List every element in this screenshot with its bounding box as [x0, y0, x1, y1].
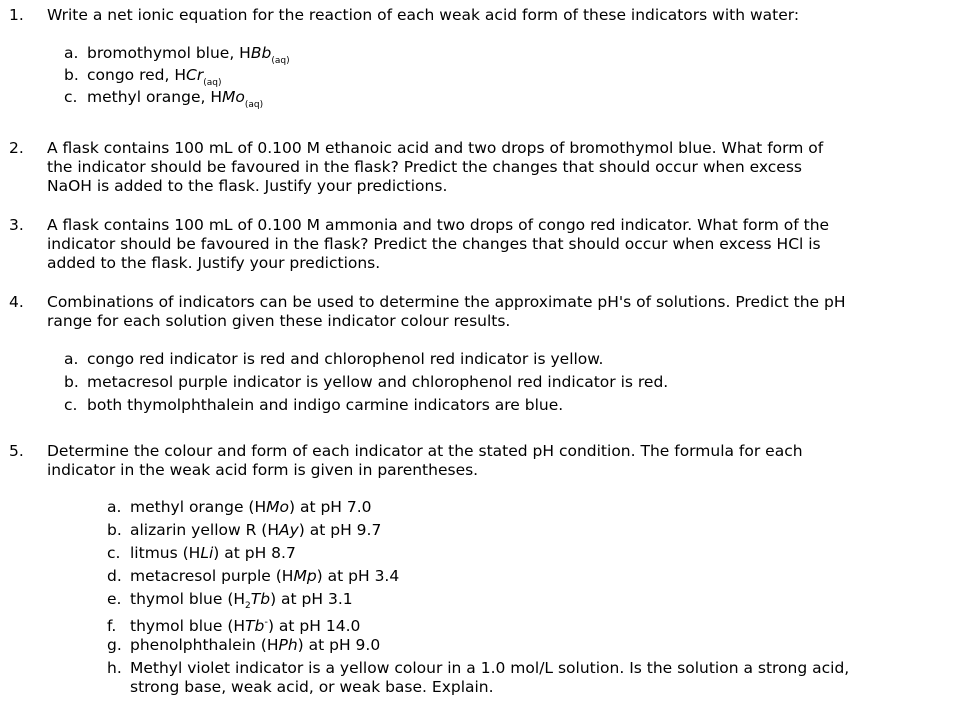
question-number: 5.: [9, 442, 24, 460]
q5-item-e: e. thymol blue $(H_2Tb)$ at pH 3.1: [107, 590, 353, 611]
q5-item-g: g. phenolphthalein (HPh) at pH 9.0: [107, 636, 381, 654]
question-number: 3.: [9, 216, 24, 234]
q5-item-f: f. thymol blue (HTb-) at pH 14.0: [107, 617, 361, 636]
question-number: 2.: [9, 139, 24, 157]
q4-item-c: c. both thymolphthalein and indigo carmine indicators are blue.: [64, 396, 564, 414]
question-text: Write a net ionic equation for the reaction of each weak acid form of these indicators with water:: [47, 6, 800, 24]
q1-item-a: a. bromothymol blue, HBb$_{(aq)}$: [64, 44, 290, 66]
q1-item-b: b. congo red, HCr$_{(aq)}$: [64, 66, 222, 88]
question-number: 4.: [9, 293, 24, 311]
q5-item-a: a. methyl orange (HMo) at pH 7.0: [107, 498, 372, 516]
question-number: 1.: [9, 6, 24, 24]
q5-item-h: h. Methyl violet indicator is a yellow colour in a 1.0 mol/L solution. Is the solution a strong acid, strong base, weak acid, or weak base. Explain.: [107, 659, 850, 696]
q5-item-d: d. metacresol purple (HMp) at pH 3.4: [107, 567, 400, 585]
q5-item-c: c. litmus (HLi) at pH 8.7: [107, 544, 296, 562]
q4-item-a: a. congo red indicator is red and chlorophenol red indicator is yellow.: [64, 350, 604, 368]
q1-item-c: c. methyl orange, HMo$_{(aq)}$: [64, 88, 264, 110]
q4-item-b: b. metacresol purple indicator is yellow and chlorophenol red indicator is red.: [64, 373, 669, 391]
q5-item-b: b. alizarin yellow R (HAy) at pH 9.7: [107, 521, 382, 539]
